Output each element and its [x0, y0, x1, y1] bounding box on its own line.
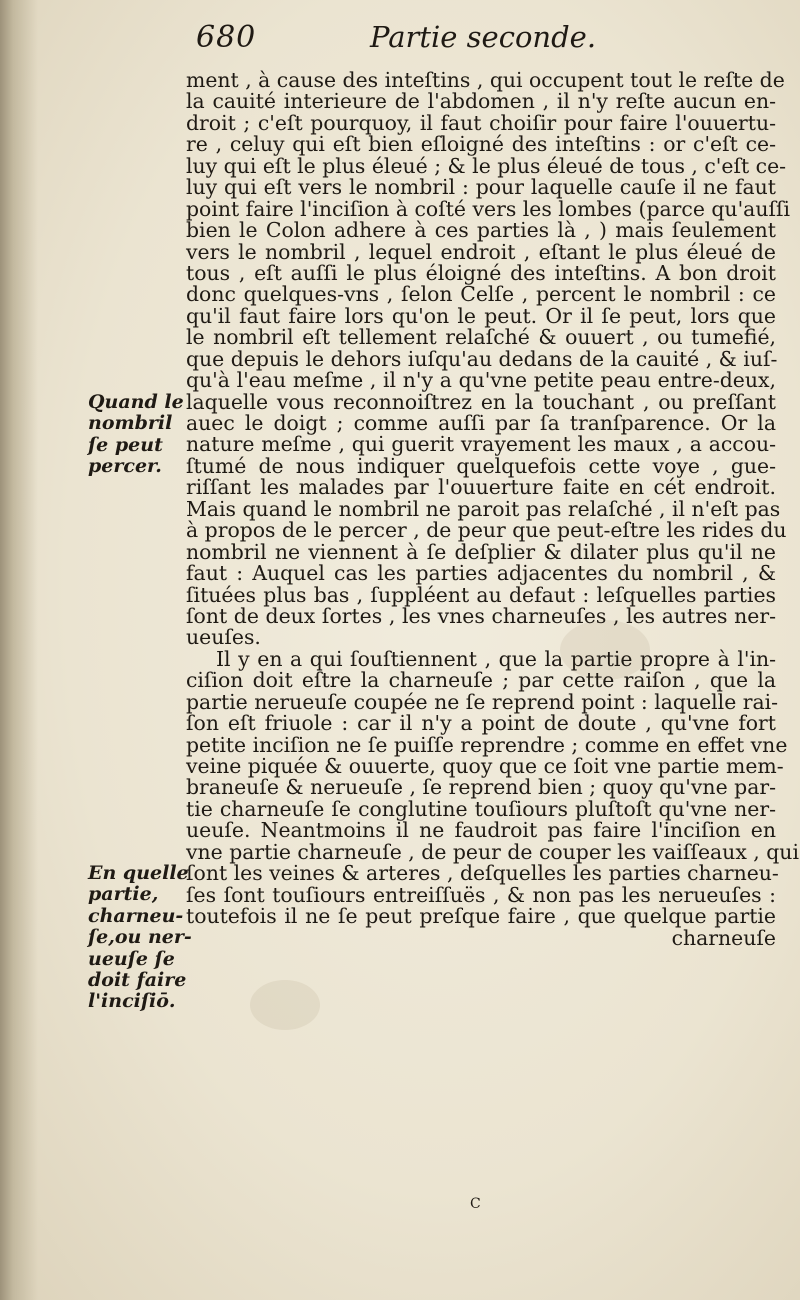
- text-line: Mais quand le nombril ne paroit pas relaſché , il n'eſt pas: [186, 496, 781, 521]
- margin-note-line: partie,: [88, 883, 159, 906]
- text-line: ſon eſt friuole : car il n'y a point de doute , qu'vne fort: [186, 711, 776, 736]
- text-line: vers le nombril , lequel endroit , eſtant le plus éleué de: [186, 239, 776, 264]
- text-line: faut : Auquel cas les parties adjacentes du nombril , &: [186, 561, 776, 586]
- binding-gutter: [0, 0, 38, 1300]
- text-line: charneuſe: [671, 925, 776, 950]
- text-line: que depuis le dehors iuſqu'au dedans de la cauité , & iuſ-: [186, 346, 778, 371]
- margin-note-line: ueuſe ſe: [88, 947, 175, 970]
- text-line: luy qui eſt vers le nombril : pour laquelle cauſe il ne faut: [186, 175, 776, 200]
- signature-mark: C: [470, 1196, 481, 1212]
- text-line: nature meſme , qui guerit vrayement les maux , a accou-: [186, 432, 776, 457]
- text-line: re , celuy qui eſt bien eſloigné des inteſtins : or c'eſt ce-: [186, 132, 776, 157]
- text-line: donc quelques-vns , ſelon Celſe , percent le nombril : ce: [186, 282, 776, 307]
- text-line: à propos de le percer , de peur que peut-eſtre les rides du: [186, 518, 787, 543]
- body-text: [186, 68, 799, 950]
- text-line: droit ; c'eſt pourquoy, il faut choiſir pour faire l'ouuertu-: [186, 110, 776, 135]
- margin-note-nombril: [88, 392, 188, 478]
- text-line: luy qui eſt le plus éleué ; & le plus éleué de tous , c'eſt ce-: [186, 153, 787, 178]
- text-line: ueuſes.: [186, 625, 261, 650]
- text-line: ſtumé de nous indiquer quelquefois cette voye , gue-: [186, 453, 776, 478]
- page-number: 680: [196, 20, 257, 55]
- text-line: riſſant les malades par l'ouuerture faite en cét endroit.: [186, 475, 776, 500]
- page-header: [0, 14, 800, 64]
- text-line: tous , eſt auſſi le plus éloigné des inteſtins. A bon droit: [186, 260, 776, 285]
- margin-note-incision: [88, 862, 192, 1013]
- text-line: braneuſe & nerueuſe , ſe reprend bien ; quoy qu'vne par-: [186, 775, 776, 800]
- text-line: tie charneuſe ſe conglutine touſiours pluſtoſt qu'vne ner-: [186, 796, 776, 821]
- text-line: laquelle vous reconnoiſtrez en la touchant , ou preſſant: [186, 389, 776, 414]
- text-line: bien le Colon adhere à ces parties là , ) mais ſeulement: [186, 218, 776, 243]
- text-line: la cauité interieure de l'abdomen , il n'y reſte aucun en-: [186, 89, 776, 114]
- text-line: point faire l'inciſion à coſté vers les lombes (parce qu'auſſi: [186, 196, 791, 221]
- text-line: le nombril eſt tellement relaſché & ouuert , ou tumefié,: [186, 325, 776, 350]
- text-line: ſes ſont touſiours entreiſſuës , & non pas les nerueuſes :: [186, 882, 776, 907]
- text-line: partie nerueuſe coupée ne ſe reprend point : laquelle rai-: [186, 689, 779, 714]
- margin-note-line: doit faire: [88, 969, 187, 992]
- text-line: veine piquée & ouuerte, quoy que ce ſoit vne partie mem-: [186, 754, 784, 778]
- text-line: qu'il faut faire lors qu'on le peut. Or il ſe peut, lors que: [186, 303, 776, 328]
- text-line: toutefois il ne ſe peut preſque faire , que quelque partie: [186, 904, 776, 929]
- text-line: auec le doigt ; comme auſſi par ſa tranſparence. Or la: [186, 411, 776, 435]
- text-line: ſont les veines & arteres , deſquelles les parties charneu-: [186, 861, 779, 886]
- text-line: nombril ne viennent à ſe deſplier & dilater plus qu'il ne: [186, 539, 776, 564]
- text-line: ciſion doit eſtre la charneuſe ; par cette raiſon , que la: [186, 668, 776, 693]
- margin-note-line: l'inciſiō.: [88, 990, 176, 1013]
- text-line: qu'à l'eau meſme , il n'y a qu'vne petite peau entre-deux,: [186, 368, 776, 393]
- margin-note-line: ſe,ou ner-: [88, 926, 192, 949]
- paper-stain: [250, 980, 320, 1030]
- text-line: ueuſe. Neantmoins il ne faudroit pas faire l'inciſion en: [186, 818, 776, 843]
- text-line: ment , à cause des inteſtins , qui occupent tout le reſte de: [186, 68, 785, 92]
- margin-note-line: Quand le: [88, 391, 184, 413]
- margin-note-line: ſe peut: [88, 433, 163, 456]
- text-line: Il y en a qui ſouſtiennent , que la partie propre à l'in-: [216, 646, 776, 671]
- text-line: ſont de deux ſortes , les vnes charneuſes , les autres ner-: [186, 603, 776, 628]
- margin-note-line: charneu-: [88, 904, 184, 927]
- running-title: Partie seconde.: [370, 20, 597, 54]
- margin-note-line: En quelle: [88, 862, 189, 884]
- margin-note-line: nombril: [88, 412, 173, 435]
- text-line: ſituées plus bas , ſuppléent au defaut : leſquelles parties: [186, 582, 776, 607]
- text-line: vne partie charneuſe , de peur de couper les vaiſſeaux , qui: [186, 839, 799, 864]
- text-line: petite inciſion ne ſe puiſſe reprendre ; comme en effet vne: [186, 732, 788, 757]
- margin-note-line: percer.: [88, 455, 162, 478]
